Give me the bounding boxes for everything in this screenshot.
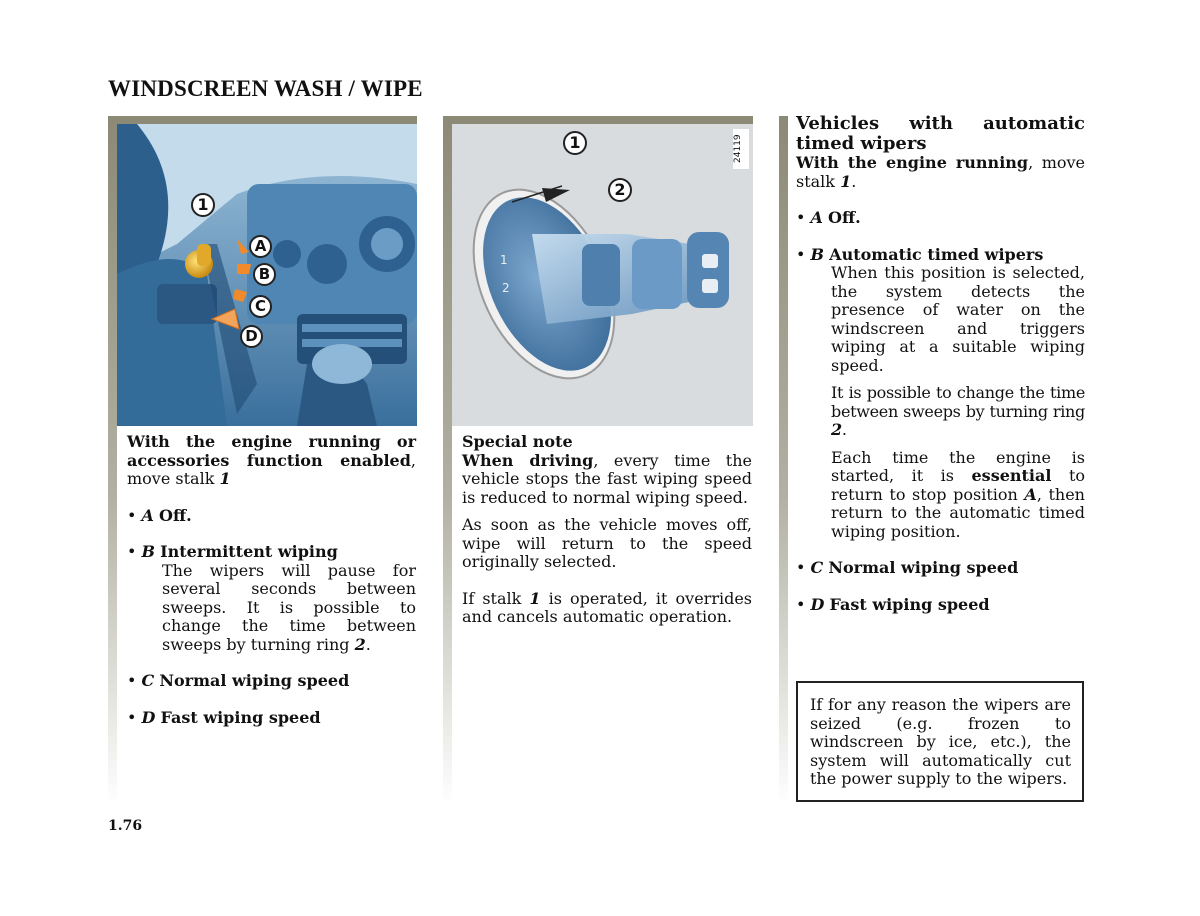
callout-c: C (249, 295, 272, 318)
column-rule-left (108, 116, 117, 806)
item-b-right: • B Automatic timed wipers When this position is selected, the system detects the presence of water on the windscreen and triggers wiping at a suitable wiping speed. It is possible to change the time between sweeps by turning ring 2. Each time the engine is started, it is essential to return to stop position A, then return to the automatic timed wiping position. (796, 244, 1086, 541)
item-b-right-desc3: Each time the engine is started, it is essential to return to stop position A, then return to the automatic timed wiping position. (831, 447, 1086, 541)
callout-1-left: 1 (191, 193, 215, 217)
column-rule-middle (443, 116, 452, 806)
frozen-wipers-note: If for any reason the wipers are seized (e.g. frozen to windscreen by ice, etc.), the system will automatically cut the power supply to the wipers. (796, 681, 1084, 802)
svg-text:1: 1 (500, 253, 508, 267)
item-d-right: • D Fast wiping speed (796, 594, 990, 614)
figure-top-bar-middle (443, 116, 753, 124)
middle-column (462, 433, 752, 636)
right-column (796, 114, 1085, 632)
item-b-right-desc2: It is possible to change the time between sweeps by turning ring 2. (831, 383, 1085, 439)
item-b-left-desc: The wipers will pause for several seconds between sweeps. It is possible to change the time between sweeps by turning ring 2. (162, 560, 416, 654)
left-column (127, 433, 416, 745)
figure-top-bar-left (108, 116, 417, 124)
callout-d: D (240, 325, 263, 348)
item-d-left: • D Fast wiping speed (127, 707, 321, 727)
right-heading: Vehicles with automatic timed wipers (796, 113, 1085, 154)
middle-p2: As soon as the vehicle moves off, wipe will return to the speed originally selected. (462, 515, 752, 571)
item-b-right-desc1: When this position is selected, the system detects the presence of water on the windscreen and triggers wiping at a suitable wiping speed. (831, 263, 1085, 375)
item-a-right: • A Off. (796, 208, 861, 227)
item-b-left: • B Intermittent wiping The wipers will pause for several seconds between sweeps. It is possible to change the time between sweeps by turning ring 2. (127, 542, 416, 654)
special-note-heading: Special note (462, 432, 573, 451)
left-intro: With the engine running or accessories function enabled, move stalk 1 (127, 432, 416, 488)
item-c-right: • C Normal wiping speed (796, 558, 1019, 577)
column-rule-right (779, 116, 788, 806)
callout-2-middle: 2 (608, 178, 632, 202)
callout-a: A (249, 235, 272, 258)
item-c-left: • C Normal wiping speed (127, 671, 350, 690)
callout-b: B (253, 263, 276, 286)
page-title: WINDSCREEN WASH / WIPE (108, 76, 423, 101)
right-intro: With the engine running, move stalk 1. (796, 153, 1085, 191)
wiper-stalk-illustration (452, 124, 753, 426)
middle-p1: When driving, every time the vehicle stops the fast wiping speed is reduced to normal wiping speed. (462, 450, 752, 507)
page-number: 1.76 (108, 818, 143, 834)
middle-p3: If stalk 1 is operated, it overrides and cancels automatic operation. (462, 588, 752, 626)
callout-1-middle: 1 (563, 131, 587, 155)
ref-code: 24119 (733, 129, 749, 169)
item-a-left: • A Off. (127, 505, 192, 525)
svg-text:2: 2 (502, 281, 510, 295)
